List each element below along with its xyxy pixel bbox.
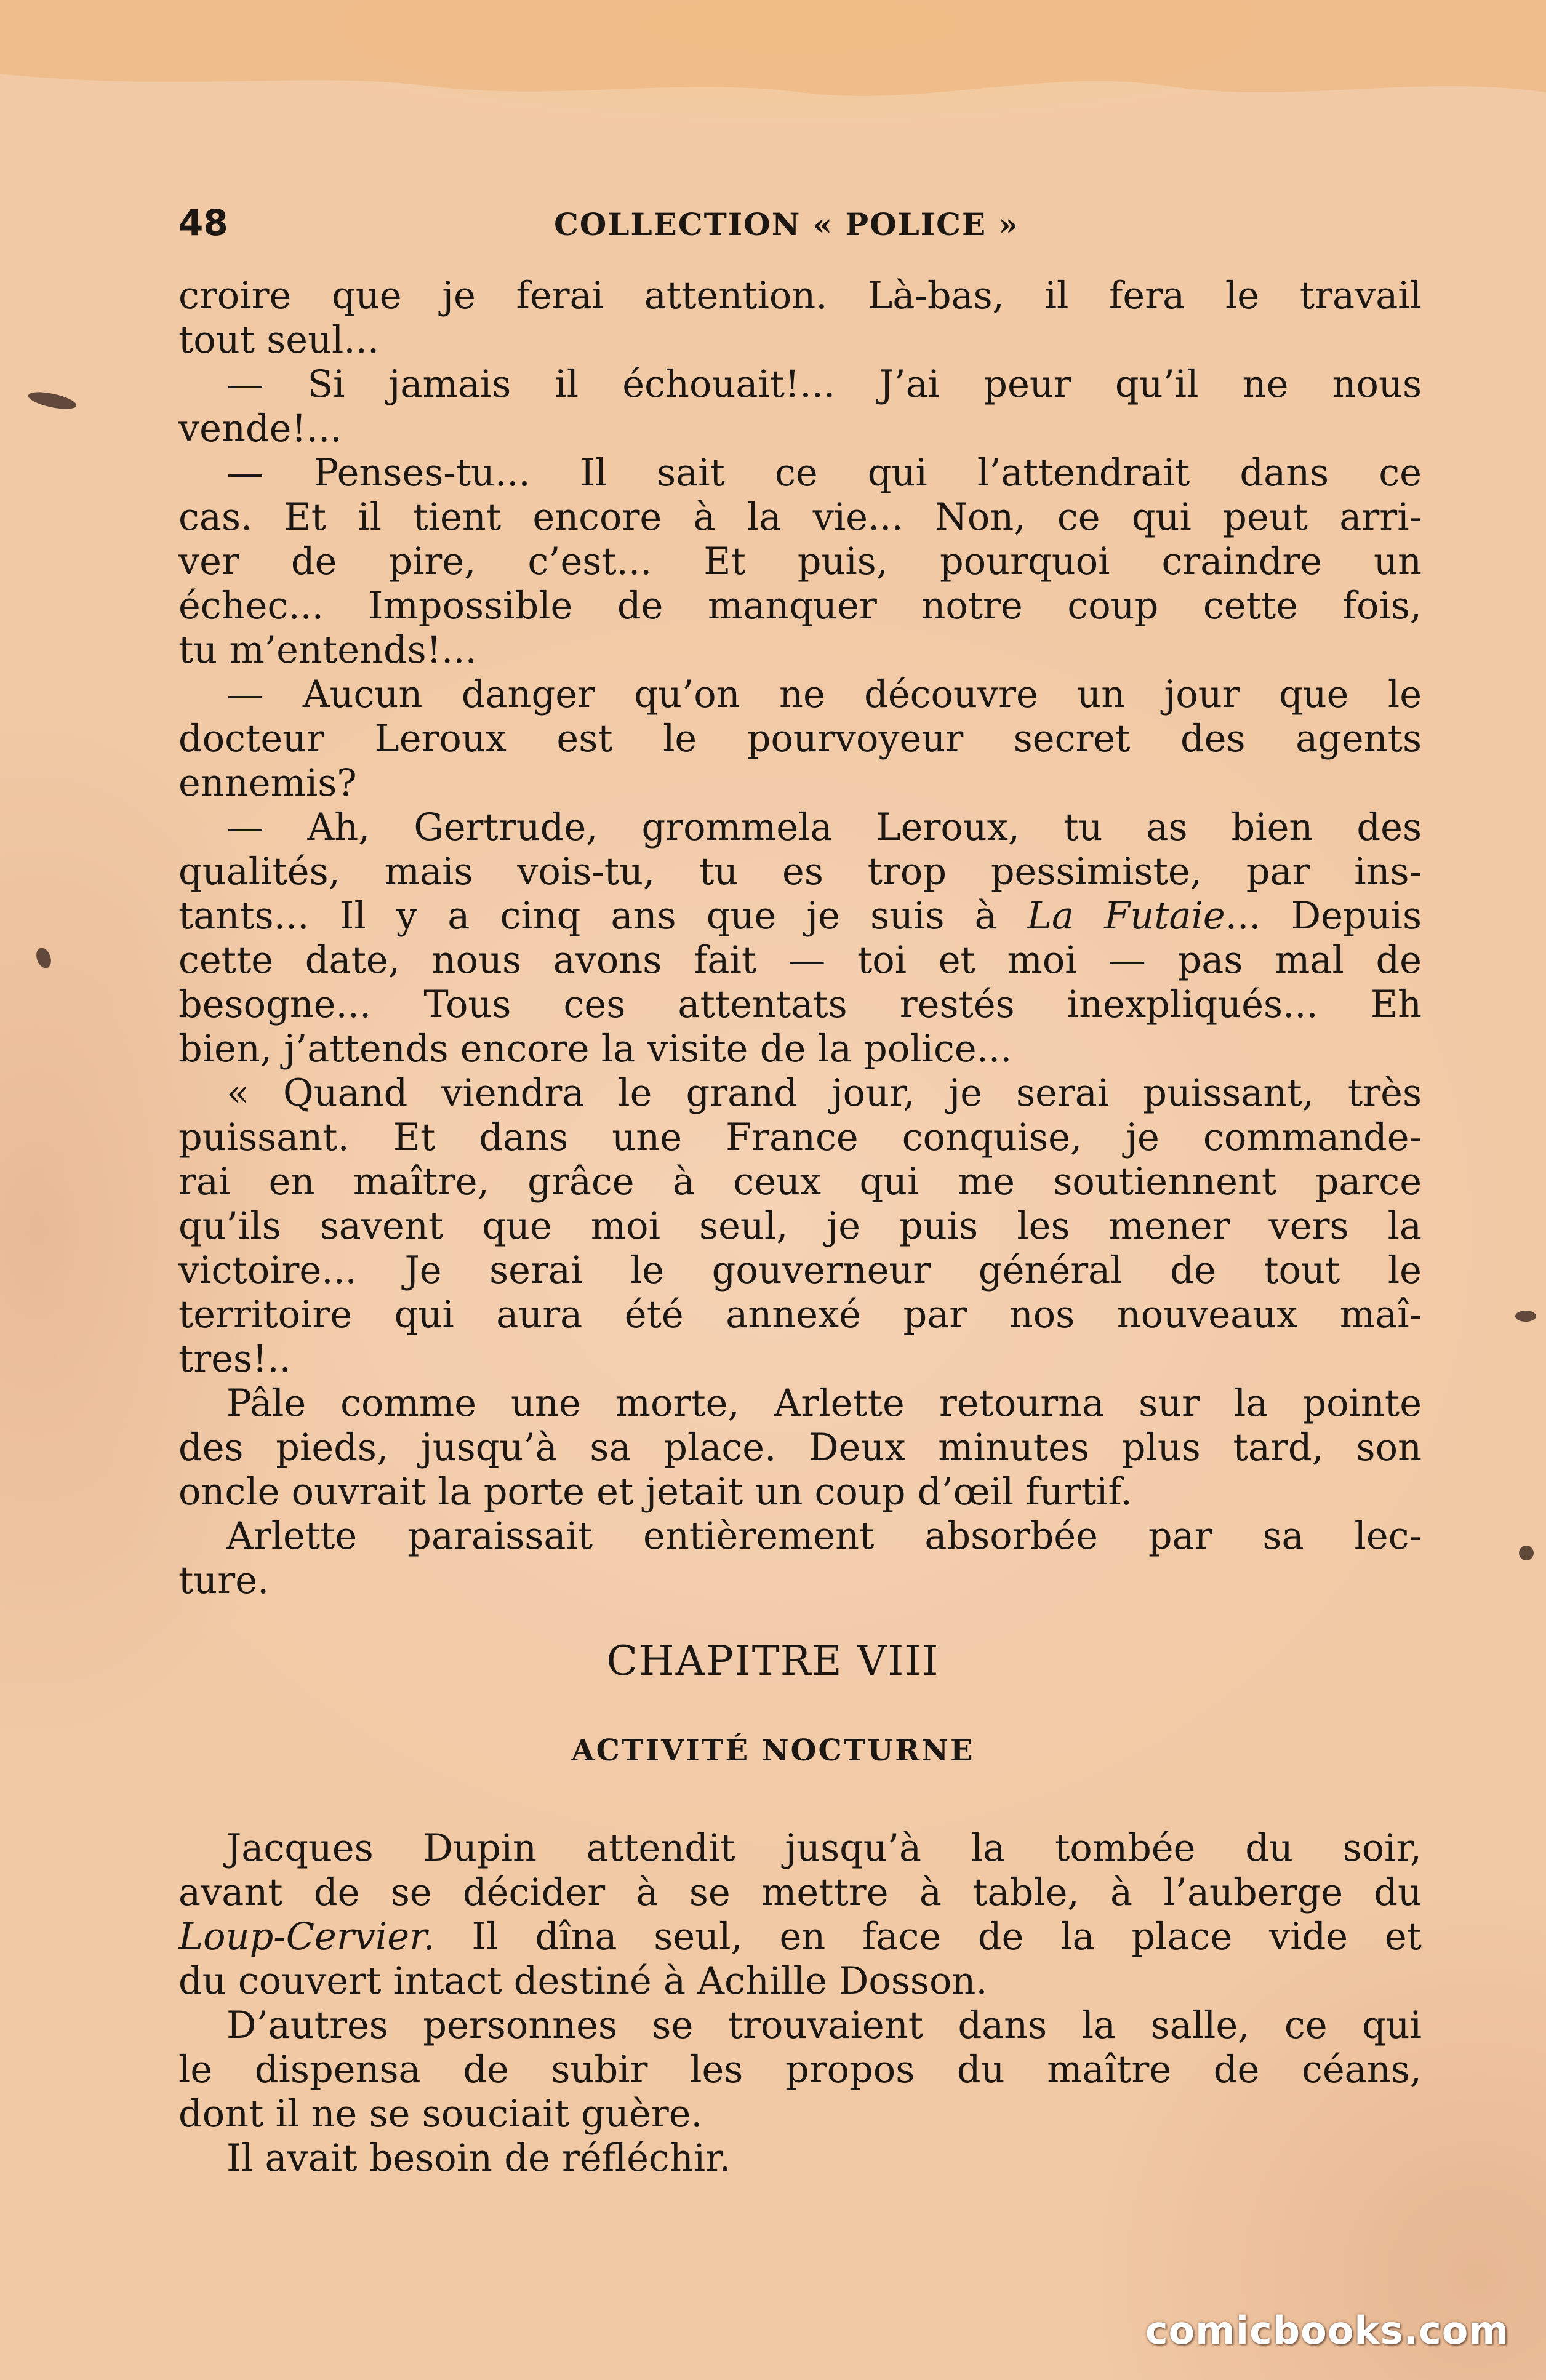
text-line	[178, 850, 1422, 894]
line-text: cette date, nous avons fait — toi et moi — pas mal de	[178, 939, 1422, 982]
ink-smudge	[1519, 1546, 1534, 1560]
line-text: besogne... Tous ces attentats restés inexpliqués... Eh	[178, 983, 1422, 1026]
text-line	[178, 584, 1422, 628]
line-text: tants... Il y a cinq ans que je suis à	[178, 895, 1027, 938]
chapter-title: CHAPITRE VIII	[606, 1637, 940, 1685]
torn-top-edge	[0, 0, 1546, 142]
line-text: qualités, mais vois-tu, tu es trop pessimiste, par ins-	[178, 850, 1422, 893]
text-line	[178, 894, 1422, 938]
text-line	[178, 407, 1422, 451]
text-line	[178, 362, 1422, 407]
line-text: — Penses-tu... Il sait ce qui l’attendrait dans ce	[226, 452, 1422, 495]
line-text: croire que je ferai attention. Là-bas, il fera le travail	[178, 274, 1422, 317]
text-line	[178, 2003, 1422, 2048]
text-line	[178, 1871, 1422, 1915]
ink-smudge	[27, 389, 78, 412]
running-header	[178, 198, 1019, 254]
line-text: qu’ils savent que moi seul, je puis les mener vers la	[178, 1205, 1422, 1248]
line-text: dont il ne se souciait guère.	[178, 2093, 703, 2136]
line-text-continued: Il dîna seul, en face de la place vide et	[435, 1915, 1422, 1959]
text-line	[178, 451, 1422, 495]
chapter-subtitle: ACTIVITÉ NOCTURNE	[571, 1733, 975, 1768]
text-line	[178, 983, 1422, 1027]
text-line	[178, 1337, 1422, 1381]
text-line	[178, 274, 1422, 318]
text-line	[178, 761, 1422, 805]
text-line	[178, 1381, 1422, 1426]
line-text: le dispensa de subir les propos du maître de céans,	[178, 2048, 1422, 2091]
text-line	[178, 2048, 1422, 2092]
line-text: — Si jamais il échouait!... J’ai peur qu’il ne nous	[226, 363, 1422, 406]
line-text: des pieds, jusqu’à sa place. Deux minutes plus tard, son	[178, 1426, 1422, 1469]
text-line	[178, 805, 1422, 850]
line-text: avant de se décider à se mettre à table, à l’auberge du	[178, 1871, 1422, 1914]
text-line	[178, 938, 1422, 983]
page-number: 48	[178, 202, 228, 244]
line-text: vende!...	[178, 407, 342, 450]
text-line	[178, 673, 1422, 717]
text-line	[178, 1959, 1422, 2003]
line-text: cas. Et il tient encore à la vie... Non, ce qui peut arri-	[178, 496, 1422, 539]
body-text-lower	[178, 1826, 1422, 2181]
line-text: échec... Impossible de manquer notre coup cette fois,	[178, 585, 1422, 628]
text-line	[178, 1915, 1422, 1959]
ink-smudge	[1515, 1311, 1536, 1322]
line-text: ture.	[178, 1559, 270, 1602]
text-line	[178, 1514, 1422, 1559]
text-line	[178, 1470, 1422, 1514]
line-text: rai en maître, grâce à ceux qui me soutiennent parce	[178, 1160, 1422, 1204]
line-text: oncle ouvrait la porte et jetait un coup d’œil furtif.	[178, 1471, 1132, 1514]
line-text: — Aucun danger qu’on ne découvre un jour que le	[226, 673, 1422, 716]
text-line	[178, 1293, 1422, 1337]
line-text: Jacques Dupin attendit jusqu’à la tombée du soir,	[226, 1827, 1422, 1870]
text-line	[178, 1071, 1422, 1116]
text-line	[178, 628, 1422, 673]
text-line	[178, 540, 1422, 584]
line-text: Il avait besoin de réfléchir.	[226, 2137, 731, 2180]
text-line	[178, 1027, 1422, 1071]
collection-title: COLLECTION « POLICE »	[554, 206, 1019, 242]
line-text: puissant. Et dans une France conquise, je commande-	[178, 1116, 1422, 1159]
line-text: D’autres personnes se trouvaient dans la salle, ce qui	[226, 2004, 1422, 2047]
line-text: Arlette paraissait entièrement absorbée par sa lec-	[226, 1515, 1422, 1558]
line-text: victoire... Je serai le gouverneur général de tout le	[178, 1249, 1422, 1292]
ink-smudge	[34, 946, 54, 970]
line-text: tres!..	[178, 1338, 291, 1381]
line-text: bien, j’attends encore la visite de la police...	[178, 1028, 1012, 1071]
text-line	[178, 1204, 1422, 1248]
text-line	[178, 1426, 1422, 1470]
line-text-continued: ... Depuis	[1225, 895, 1422, 938]
text-line	[178, 2136, 1422, 2181]
text-line	[178, 1116, 1422, 1160]
line-text: docteur Leroux est le pourvoyeur secret des agents	[178, 717, 1422, 761]
text-line	[178, 1160, 1422, 1204]
text-line	[178, 495, 1422, 540]
line-text: tu m’entends!...	[178, 629, 477, 672]
line-text: du couvert intact destiné à Achille Dosson.	[178, 1960, 988, 2003]
line-text: Pâle comme une morte, Arlette retourna sur la pointe	[226, 1382, 1422, 1425]
text-line	[178, 717, 1422, 761]
line-text: ver de pire, c’est... Et puis, pourquoi craindre un	[178, 540, 1422, 583]
text-line	[178, 318, 1422, 362]
site-watermark: comicbooks.com	[1145, 2308, 1509, 2353]
text-line	[178, 2092, 1422, 2136]
line-text: — Ah, Gertrude, grommela Leroux, tu as bien des	[226, 806, 1422, 849]
body-text-upper	[178, 274, 1422, 1603]
line-text: ennemis?	[178, 762, 357, 805]
italic-title: Loup-Cervier.	[178, 1915, 435, 1959]
italic-title: La Futaie	[1027, 895, 1225, 938]
text-line	[178, 1559, 1422, 1603]
text-line	[178, 1826, 1422, 1871]
text-line	[178, 1248, 1422, 1293]
line-text: « Quand viendra le grand jour, je serai puissant, très	[226, 1072, 1422, 1115]
line-text: tout seul...	[178, 319, 380, 362]
line-text: territoire qui aura été annexé par nos nouveaux maî-	[178, 1293, 1422, 1336]
